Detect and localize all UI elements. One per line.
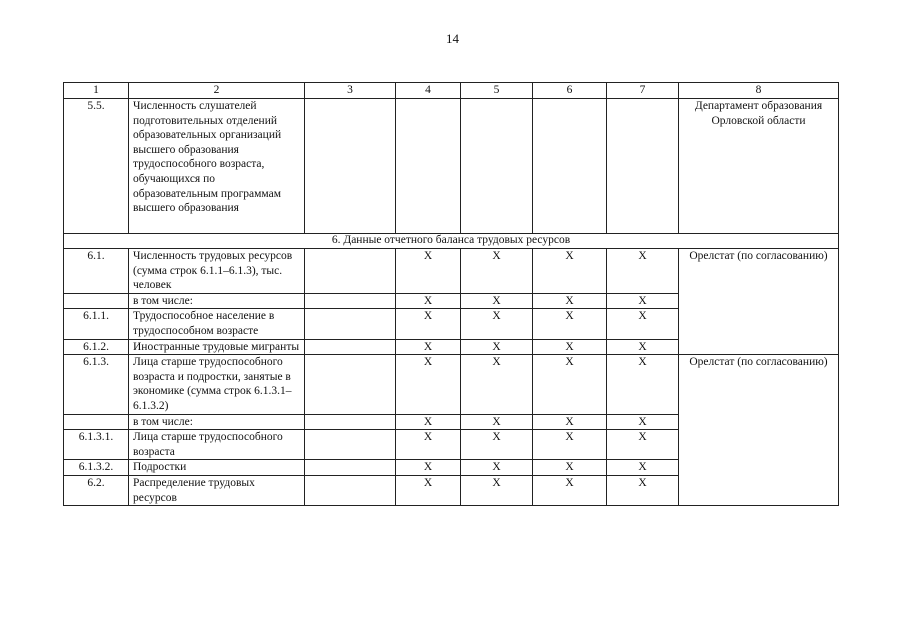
x-mark: X (533, 475, 607, 505)
empty-cell (64, 414, 129, 430)
empty-cell (396, 99, 461, 234)
x-mark: X (396, 475, 461, 505)
empty-cell (305, 475, 396, 505)
x-mark: X (607, 430, 679, 460)
x-mark: X (533, 249, 607, 294)
empty-cell (305, 293, 396, 309)
header-cell-4: 4 (396, 83, 461, 99)
x-mark: X (607, 339, 679, 355)
source-cell: Департамент образования Орловской области (679, 99, 839, 234)
x-mark: X (607, 460, 679, 476)
x-mark: X (396, 339, 461, 355)
row-description: Подростки (129, 460, 305, 476)
header-cell-5: 5 (461, 83, 533, 99)
header-cell-8: 8 (679, 83, 839, 99)
x-mark: X (396, 414, 461, 430)
empty-cell (305, 430, 396, 460)
row-description: в том числе: (129, 414, 305, 430)
row-number: 5.5. (64, 99, 129, 234)
row-number: 6.2. (64, 475, 129, 505)
x-mark: X (461, 309, 533, 339)
x-mark: X (396, 309, 461, 339)
x-mark: X (461, 249, 533, 294)
x-mark: X (607, 309, 679, 339)
x-mark: X (461, 475, 533, 505)
x-mark: X (461, 339, 533, 355)
row-description: в том числе: (129, 293, 305, 309)
x-mark: X (607, 475, 679, 505)
x-mark: X (533, 430, 607, 460)
row-number: 6.1.1. (64, 309, 129, 339)
row-description: Численность слушателей подготовительных отделений образовательных организаций высшего образования трудоспособного возраста, обучающихся по образовательным программам высшего образования (129, 99, 305, 234)
empty-cell (305, 309, 396, 339)
x-mark: X (533, 414, 607, 430)
row-number: 6.1.3. (64, 355, 129, 414)
empty-cell (461, 99, 533, 234)
row-description: Лица старше трудоспособного возраста и подростки, занятые в экономике (сумма строк 6.1.3.1–6.1.3.2) (129, 355, 305, 414)
row-description: Лица старше трудоспособного возраста (129, 430, 305, 460)
section-row (64, 234, 839, 249)
x-mark: X (396, 249, 461, 294)
x-mark: X (533, 293, 607, 309)
x-mark: X (607, 249, 679, 294)
x-mark: X (607, 293, 679, 309)
x-mark: X (396, 430, 461, 460)
header-cell-3: 3 (305, 83, 396, 99)
empty-cell (305, 414, 396, 430)
source-cell: Орелстат (по согласованию) (679, 355, 839, 506)
x-mark: X (461, 430, 533, 460)
empty-cell (305, 249, 396, 294)
row-description: Иностранные трудовые мигранты (129, 339, 305, 355)
x-mark: X (533, 460, 607, 476)
header-cell-6: 6 (533, 83, 607, 99)
row-description: Численность трудовых ресурсов (сумма строк 6.1.1–6.1.3), тыс. человек (129, 249, 305, 294)
x-mark: X (396, 460, 461, 476)
row-description: Трудоспособное население в трудоспособном возрасте (129, 309, 305, 339)
x-mark: X (607, 414, 679, 430)
x-mark: X (533, 355, 607, 414)
empty-cell (305, 339, 396, 355)
row-description: Распределение трудовых ресурсов (129, 475, 305, 505)
header-cell-1: 1 (64, 83, 129, 99)
empty-cell (305, 99, 396, 234)
x-mark: X (533, 309, 607, 339)
x-mark: X (396, 293, 461, 309)
section-title: 6. Данные отчетного баланса трудовых ресурсов (64, 234, 839, 249)
header-row (64, 83, 839, 99)
empty-cell (533, 99, 607, 234)
x-mark: X (461, 293, 533, 309)
x-mark: X (607, 355, 679, 414)
indicator-table (63, 82, 839, 506)
row-number: 6.1.3.2. (64, 460, 129, 476)
x-mark: X (461, 355, 533, 414)
row-number: 6.1. (64, 249, 129, 294)
row-number: 6.1.3.1. (64, 430, 129, 460)
x-mark: X (533, 339, 607, 355)
page-number: 14 (446, 31, 459, 46)
x-mark: X (461, 414, 533, 430)
empty-cell (305, 355, 396, 414)
header-cell-7: 7 (607, 83, 679, 99)
header-cell-2: 2 (129, 83, 305, 99)
empty-cell (607, 99, 679, 234)
x-mark: X (461, 460, 533, 476)
table-row (64, 99, 839, 234)
row-number: 6.1.2. (64, 339, 129, 355)
table-row (64, 355, 839, 414)
source-cell: Орелстат (по согласованию) (679, 249, 839, 355)
table-row (64, 249, 839, 294)
x-mark: X (396, 355, 461, 414)
empty-cell (64, 293, 129, 309)
empty-cell (305, 460, 396, 476)
